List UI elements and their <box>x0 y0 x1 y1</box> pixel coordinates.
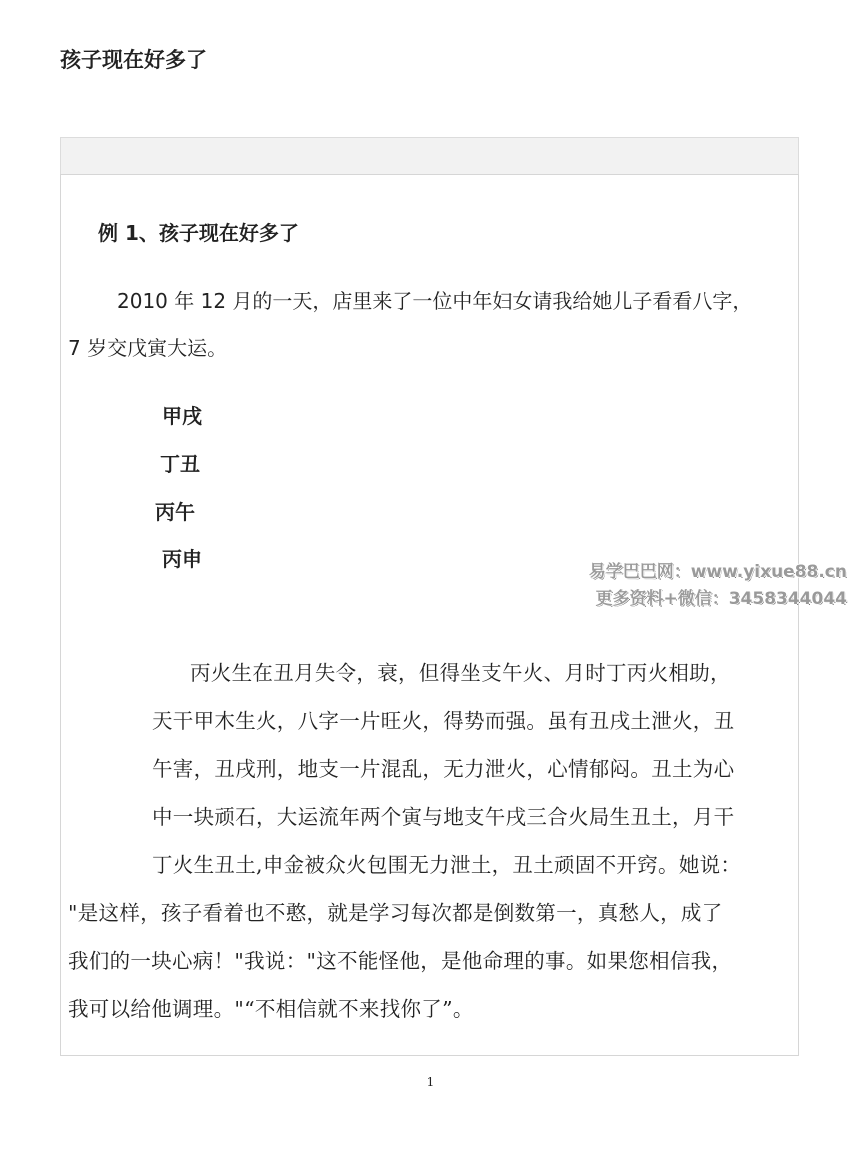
body-line: 丁火生丑土,申金被众火包围无力泄土，丑土顽固不开窍。她说： <box>152 853 742 877</box>
intro-line: 2010 年 12 月的一天，店里来了一位中年妇女请我给她儿子看看八字， <box>117 289 753 313</box>
page-title: 孩子现在好多了 <box>60 48 207 72</box>
watermark-line: 更多资料+微信：3458344044 <box>595 589 847 609</box>
intro-line: 7 岁交戊寅大运。 <box>68 336 228 360</box>
body-line: 中一块顽石，大运流年两个寅与地支午戌三合火局生丑土，月干 <box>152 805 735 829</box>
body-line: 丙火生在丑月失令，衰，但得坐支午火、月时丁丙火相助， <box>190 661 731 685</box>
header-band <box>60 137 799 175</box>
body-line: 天干甲木生火，八字一片旺火，得势而强。虽有丑戌土泄火，丑 <box>152 709 735 733</box>
pillar-day: 丙午 <box>155 500 195 524</box>
pillar-month: 丁丑 <box>160 452 200 476</box>
body-line: "是这样，孩子看着也不憨，就是学习每次都是倒数第一，真愁人，成了 <box>68 901 723 925</box>
page-number: 1 <box>426 1075 435 1089</box>
body-line: 我们的一块心病！"我说："这不能怪他，是他命理的事。如果您相信我， <box>68 949 733 973</box>
pillar-year: 甲戌 <box>162 404 202 428</box>
body-line: 午害，丑戌刑，地支一片混乱，无力泄火，心情郁闷。丑土为心 <box>152 757 735 781</box>
body-line: 我可以给他调理。"“不相信就不来找你了”。 <box>68 997 474 1021</box>
pillar-hour: 丙申 <box>162 547 202 571</box>
section-heading: 例 1、孩子现在好多了 <box>98 221 299 245</box>
watermark-line: 易学巴巴网：www.yixue88.cn <box>588 562 847 582</box>
